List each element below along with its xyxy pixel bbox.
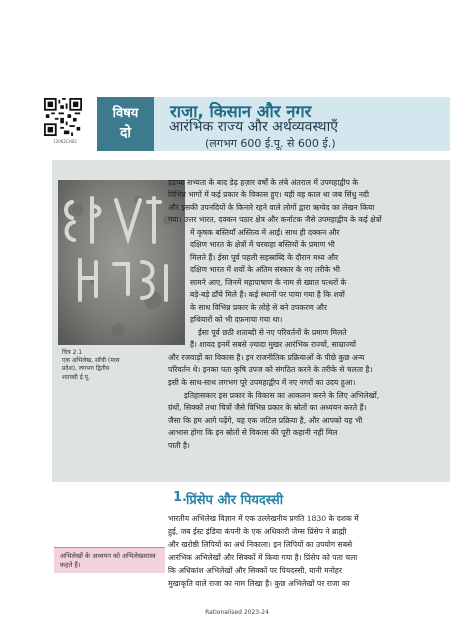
intro-line: दक्षिण भारत के क्षेत्रों में चरवाहा बस्तियों के प्रमाण भी <box>190 240 335 249</box>
intro-line: के साथ विभिन्न प्रकार के लोहे से बने उपकरण और <box>190 303 327 312</box>
intro-line: पाती है। <box>168 441 190 450</box>
chapter-subtitle: आरंभिक राज्य और अर्थव्यवस्थाएँ <box>169 119 338 135</box>
section-number: 1. <box>173 490 187 505</box>
theme-label: विषय <box>112 106 139 121</box>
intro-line: हथियारों को भी दफ़नाया गया था। <box>190 315 283 324</box>
qr-code-label: 12062CH02 <box>53 139 77 144</box>
chapter-date-range: (लगभग 600 ई.पू. से 600 ई.) <box>205 137 336 150</box>
intro-line: दक्षिण भारत में शवों के अंतिम संस्कार के नए तरीके भी <box>190 265 340 274</box>
intro-line: ग्रंथों, सिक्कों तथा चित्रों जैसे विभिन्न प्रकार के स्रोतों का अध्ययन करते हैं। <box>168 403 367 412</box>
intro-line: इसी के साथ-साथ लगभग पूरे उपमहाद्वीप में नए नगरों का उदय हुआ। <box>168 378 356 387</box>
intro-line: हड़प्पा सभ्यता के बाद डेढ़ हज़ार वर्षों के लंबे अंतराल में उपमहाद्वीप के <box>168 178 359 187</box>
intro-line: मिलते हैं। ईसा पूर्व पहली सहस्राब्दि के दौरान मध्य और <box>190 253 339 262</box>
section-line: कि अधिकांश अभिलेखों और सिक्कों पर पियदस्सी, यानी मनोहर <box>168 566 342 575</box>
intro-line: ईसा पूर्व छठी शताब्दी से नए परिवर्तनों के प्रमाण मिलते <box>198 328 347 337</box>
figure-caption-line: एक अभिलेख, साँची (मध्य <box>62 357 120 365</box>
section-line: आरंभिक अभिलेखों और सिक्कों में किया गया है। प्रिंसेप को पता चला <box>168 553 358 562</box>
margin-note: अभिलेखों के अध्ययन को अभिलेखशास्त्र कहते हैं। <box>54 547 165 573</box>
footer-text: Rationalised 2023-24 <box>205 609 269 616</box>
intro-line: परिवर्तन थे। इनका पता कृषि उपज को संगठित करने के तरीके से चलता है। <box>168 365 373 374</box>
intro-line: सामने आए, जिनमें महापाषाण के नाम से ख्यात पत्थरों के <box>190 278 347 287</box>
chapter-title: राजा, किसान और नगर <box>170 102 312 121</box>
figure-caption <box>62 349 182 382</box>
intro-line: इतिहासकार इस प्रकार के विकास का आकलन करने के लिए अभिलेखों, <box>184 391 380 400</box>
theme-number: दो <box>119 125 132 141</box>
section-title: प्रिंसेप और पियदस्सी <box>186 493 284 508</box>
section-line: भारतीय अभिलेख विज्ञान में एक उल्लेखनीय प्रगति 1830 के दशक में <box>168 514 359 523</box>
figure-caption-line: प्रदेश), लगभग द्वितीय <box>62 365 110 373</box>
figure-caption-number: चित्र 2.1 <box>62 349 83 356</box>
intro-line: और रजवाड़ों का विकास है। इन राजनीतिक प्रक्रियाओं के पीछे कुछ अन्य <box>168 353 365 362</box>
inscription-photo <box>58 180 185 345</box>
intro-line: गया। उत्तर भारत, दक्कन पठार क्षेत्र और कर्नाटक जैसे उपमहाद्वीप के कई क्षेत्रों <box>168 215 382 224</box>
intro-line: में कृषक बस्तियाँ अस्तित्व में आईं। साथ ही दक्कन और <box>190 228 340 237</box>
intro-line: हैं। शायद इनमें सबसे ज़्यादा मुखर आरंभिक राज्यों, साम्राज्यों <box>190 340 356 349</box>
section-line: मुखाकृति वाले राजा का नाम लिखा है। कुछ अभिलेखों पर राजा का <box>168 579 350 588</box>
intro-line: विभिन्न भागों में कई प्रकार के विकास हुए। यही वह काल था जब सिंधु नदी <box>168 190 369 199</box>
theme-number-box <box>97 97 154 151</box>
figure-caption-line: शताब्दी ई.पू. <box>62 373 90 381</box>
section-line: और खरोष्ठी लिपियों का अर्थ निकाला। इन लिपियों का उपयोग सबसे <box>168 540 353 549</box>
intro-line: बड़े-बड़े ढाँचे मिले हैं। कई स्थानों पर पाया गया है कि शवों <box>190 290 345 299</box>
section-line: हुई, जब ईस्ट इंडिया कंपनी के एक अधिकारी जेम्स प्रिंसेप ने ब्राह्मी <box>168 527 347 536</box>
qr-code-image <box>44 98 82 136</box>
intro-line: आभास होगा कि इन स्रोतों से विकास की पूरी कहानी नहीं मिल <box>168 428 338 437</box>
intro-line: और इसकी उपनदियों के किनारे रहने वाले लोगों द्वारा ऋग्वेद का लेखन किया <box>168 203 375 212</box>
intro-line: जैसा कि हम आगे पढ़ेंगे, यह एक जटिल प्रक्रिया है, और आपको यह भी <box>168 416 363 425</box>
